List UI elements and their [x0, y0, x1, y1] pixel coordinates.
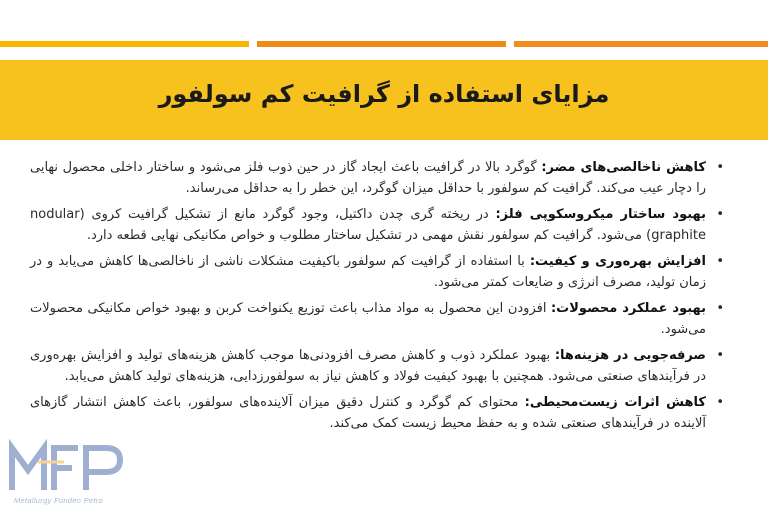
decor-bar-middle — [257, 41, 506, 47]
bullet-icon: • — [716, 348, 724, 363]
list-item — [30, 205, 726, 246]
bullet-icon: • — [716, 254, 724, 269]
bullet-icon: • — [716, 160, 724, 175]
list-item — [30, 393, 726, 434]
item-title: بهبود ساختار میکروسکوپی فلز: — [495, 207, 706, 222]
item-text: محتوای کم گوگرد و کنترل دقیق میزان آلاینده‌های سولفور، باعث کاهش انتشار گازهای آلاینده در فرآیندهای صنعتی شده و به حفظ محیط زیست کمک می‌کند. — [30, 395, 706, 431]
mfp-watermark-logo — [8, 438, 128, 508]
list-item — [30, 346, 726, 387]
list-item — [30, 158, 726, 199]
top-decorative-bars — [0, 41, 768, 47]
mfp-logo-icon — [8, 438, 128, 498]
bullet-icon: • — [716, 395, 724, 410]
benefits-list — [30, 158, 726, 440]
item-text: در ریخته گری چدن داکتیل، وجود گوگرد مانع از تشکیل گرافیت کروی (nodular graphite) می‌شود. گرافیت کم سولفور نقش مهمی در تشکیل ساختار مطلوب و خواص مکانیکی نهایی قطعه دارد. — [30, 207, 706, 243]
decor-bar-right — [514, 41, 768, 47]
item-text: با استفاده از گرافیت کم سولفور باکیفیت مشکلات ناشی از ناخالصی‌ها کاهش می‌یابد و در زمان تولید، مصرف انرژی و ضایعات کمتر می‌شود. — [30, 254, 706, 290]
item-text: افزودن این محصول به مواد مذاب باعث توزیع یکنواخت کربن و بهبود خواص مکانیکی محصولات می‌شود. — [30, 301, 706, 337]
list-item — [30, 299, 726, 340]
item-title: بهبود عملکرد محصولات: — [550, 301, 706, 316]
title-banner — [0, 60, 768, 140]
list-item — [30, 252, 726, 293]
item-title: کاهش ناخالصی‌های مضر: — [541, 160, 706, 175]
bullet-icon: • — [716, 207, 724, 222]
item-title: افزایش بهره‌وری و کیفیت: — [529, 254, 707, 269]
item-title: صرفه‌جویی در هزینه‌ها: — [554, 348, 706, 363]
item-title: کاهش اثرات زیست‌محیطی: — [524, 395, 706, 410]
item-text: بهبود عملکرد ذوب و کاهش مصرف افزودنی‌ها موجب کاهش هزینه‌های تولید و افزایش بهره‌وری در فرآیندهای صنعتی می‌شود. همچنین با بهبود کیفیت فولاد و کاهش نیاز به سولفورزدایی، هزینه‌های تولید کاهش می‌یابد. — [30, 348, 706, 384]
bullet-icon: • — [716, 301, 724, 316]
logo-caption: Metallurgy Fonden Petro — [14, 496, 104, 505]
item-text: گوگرد بالا در گرافیت باعث ایجاد گاز در حین ذوب فلز می‌شود و ساختار داخلی محصول نهایی را دچار عیب می‌کند. گرافیت کم سولفور با حداقل میزان گوگرد، این خطر را به حداقل می‌رساند. — [30, 160, 706, 196]
decor-bar-left — [0, 41, 249, 47]
slide-title: مزایای استفاده از گرافیت کم سولفور — [158, 80, 610, 108]
